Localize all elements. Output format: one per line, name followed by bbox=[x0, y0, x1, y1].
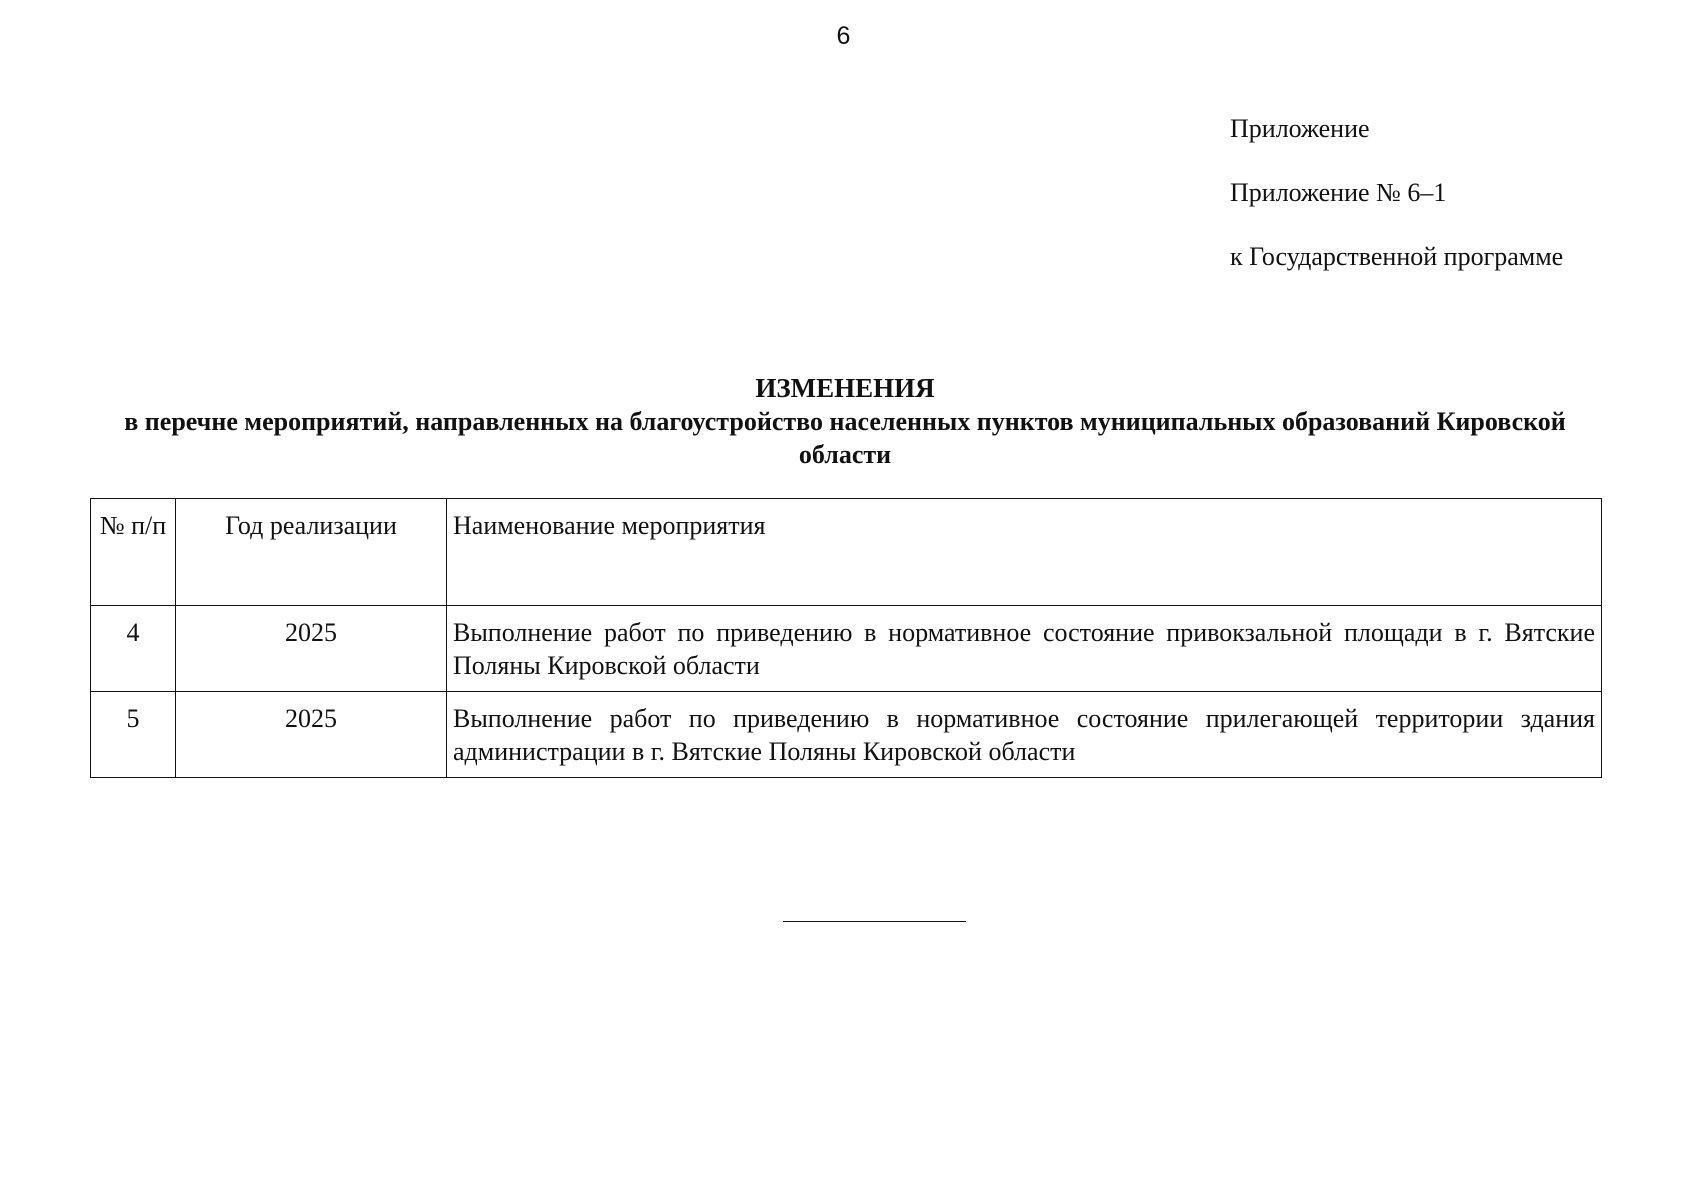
end-rule-divider bbox=[783, 921, 966, 922]
row-number: 5 bbox=[91, 692, 176, 778]
appendix-line-1: Приложение bbox=[1230, 114, 1370, 143]
header-year: Год реализации bbox=[176, 499, 447, 606]
table-row bbox=[91, 692, 1602, 778]
page-number: 6 bbox=[836, 22, 851, 50]
row-year: 2025 bbox=[176, 692, 447, 778]
document-heading bbox=[90, 372, 1600, 471]
table-row bbox=[91, 606, 1602, 692]
measures-table bbox=[90, 498, 1602, 778]
row-year: 2025 bbox=[176, 606, 447, 692]
document-subtitle: в перечне мероприятий, направленных на благоустройство населенных пунктов муниципальных образований Кировской области bbox=[124, 407, 1566, 469]
document-title: ИЗМЕНЕНИЯ bbox=[755, 373, 935, 403]
header-number: № п/п bbox=[91, 499, 176, 606]
row-measure-name: Выполнение работ по приведению в нормативное состояние привокзальной площади в г. Вятские Поляны Кировской области bbox=[447, 606, 1602, 692]
appendix-block bbox=[1230, 114, 1650, 306]
appendix-line-2: Приложение № 6–1 bbox=[1230, 178, 1447, 207]
row-measure-name: Выполнение работ по приведению в нормативное состояние прилегающей территории здания администрации в г. Вятские Поляны Кировской области bbox=[447, 692, 1602, 778]
table-header-row bbox=[91, 499, 1602, 606]
header-measure-name: Наименование мероприятия bbox=[447, 499, 1602, 606]
appendix-line-3: к Государственной программе bbox=[1230, 242, 1564, 271]
row-number: 4 bbox=[91, 606, 176, 692]
